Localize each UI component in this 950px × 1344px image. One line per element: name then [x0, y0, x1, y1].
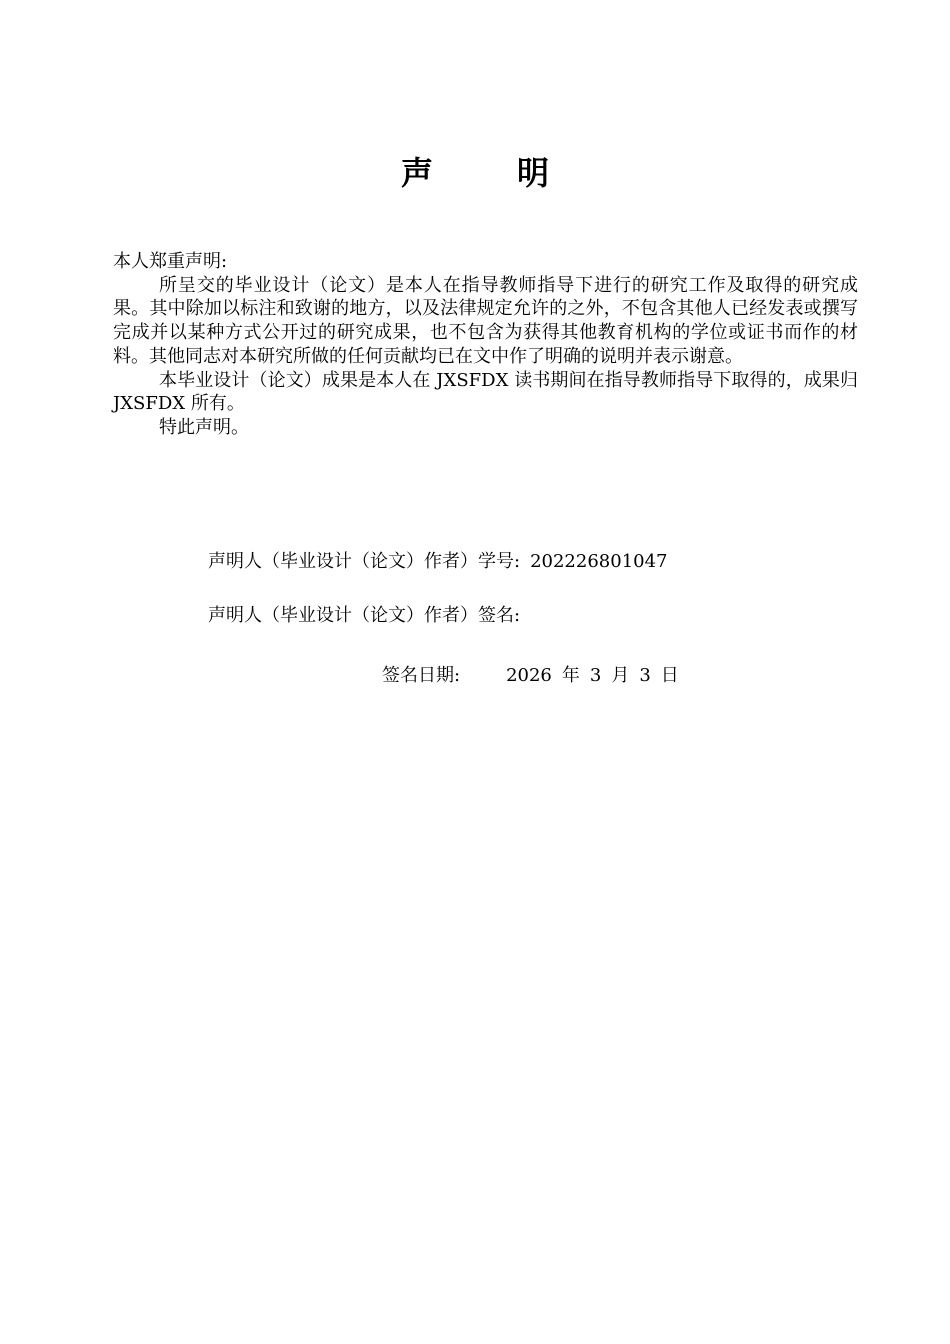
date-month-unit: 月 [611, 665, 630, 686]
date-year: 2026 [506, 665, 552, 686]
date-label: 签名日期: [382, 665, 461, 686]
page-title [0, 150, 950, 196]
student-id-label: 声明人（毕业设计（论文）作者）学号: [208, 551, 521, 572]
declaration-body [113, 250, 858, 440]
signature-line [208, 604, 520, 628]
student-id-value: 202226801047 [530, 551, 668, 572]
signature-date-line [382, 664, 679, 688]
student-id-line [208, 550, 668, 574]
signature-label: 声明人（毕业设计（论文）作者）签名: [208, 605, 521, 626]
date-day-unit: 日 [660, 665, 679, 686]
declaration-closing: 特此声明。 [159, 416, 249, 438]
declaration-paragraph-1: 所呈交的毕业设计（论文）是本人在指导教师指导下进行的研究工作及取得的研究成果。其中除加以标注和致谢的地方，以及法律规定允许的之外，不包含其他人已经发表或撰写完成并以某种方式公开过的研究成果，也不包含为获得其他教育机构的学位或证书而作的材料。其他同志对本研究所做的任何贡献均已在文中作了明确的说明并表示谢意。 [113, 274, 858, 367]
date-day: 3 [639, 665, 651, 686]
date-month: 3 [589, 665, 602, 686]
title-char-1: 声 [400, 154, 433, 192]
title-char-2: 明 [517, 154, 550, 192]
date-year-unit: 年 [561, 665, 580, 686]
declaration-opening: 本人郑重声明: [113, 251, 228, 272]
declaration-paragraph-2: 本毕业设计（论文）成果是本人在 JXSFDX 读书期间在指导教师指导下取得的，成果归 JXSFDX 所有。 [113, 369, 858, 415]
